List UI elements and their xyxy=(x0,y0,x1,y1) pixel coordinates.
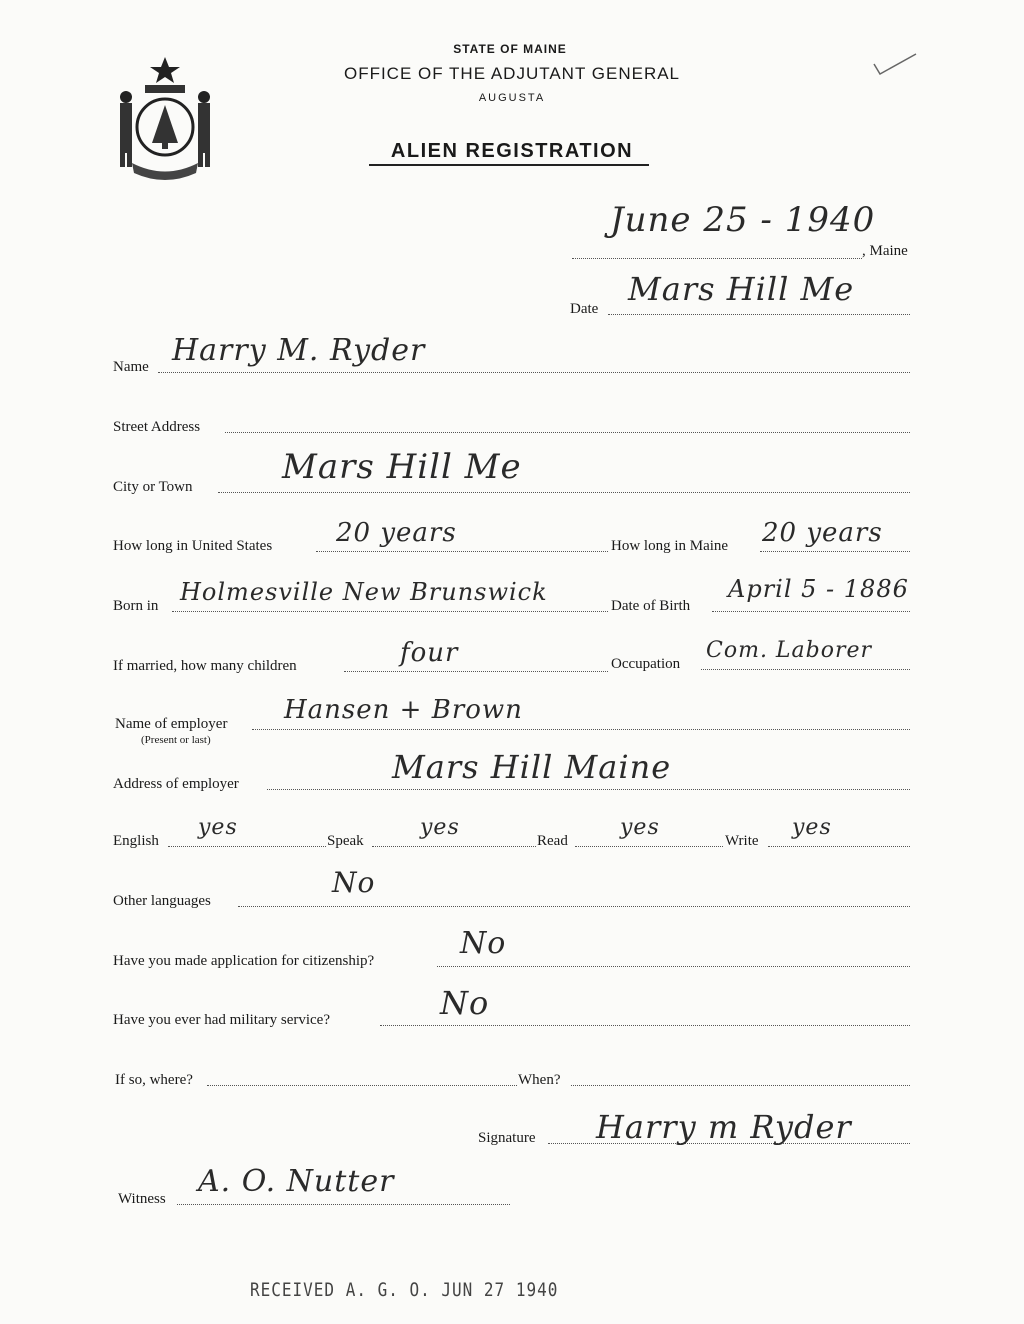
read-entry: yes xyxy=(620,815,660,840)
city-label: City or Town xyxy=(113,479,193,495)
children-dots xyxy=(344,671,608,672)
employer-label: Name of employer xyxy=(115,716,228,732)
other-languages-label: Other languages xyxy=(113,893,211,909)
english-entry: yes xyxy=(198,815,238,840)
occupation-entry: Com. Laborer xyxy=(706,638,873,663)
born-in-dots xyxy=(172,611,608,612)
received-stamp: RECEIVED A. G. O. JUN 27 1940 xyxy=(250,1278,559,1301)
name-dots xyxy=(158,372,910,373)
when-label: When? xyxy=(518,1072,561,1088)
read-label: Read xyxy=(537,833,568,849)
maine-label: , Maine xyxy=(862,243,908,259)
how-long-maine-entry: 20 years xyxy=(762,518,883,548)
place-dots xyxy=(608,314,910,315)
where-label: If so, where? xyxy=(115,1072,193,1088)
witness-label: Witness xyxy=(118,1191,166,1207)
employer-dots xyxy=(252,729,910,730)
other-languages-dots xyxy=(238,906,910,907)
military-entry: No xyxy=(440,984,490,1022)
checkmark-icon xyxy=(870,50,920,80)
employer-note: (Present or last) xyxy=(141,734,211,746)
header-city: AUGUSTA xyxy=(478,92,546,104)
signature-label: Signature xyxy=(478,1130,536,1146)
date-of-birth-dots xyxy=(712,611,910,612)
how-long-maine-label: How long in Maine xyxy=(611,538,729,554)
citizenship-label: Have you made application for citizenship? xyxy=(113,953,375,969)
write-dots xyxy=(768,846,910,847)
witness-entry: A. O. Nutter xyxy=(198,1164,395,1199)
date-of-birth-label: Date of Birth xyxy=(611,598,691,614)
citizenship-dots xyxy=(437,966,910,967)
speak-entry: yes xyxy=(420,815,460,840)
title-underline xyxy=(369,164,649,166)
employer-address-label: Address of employer xyxy=(113,776,239,792)
born-in-entry: Holmesville New Brunswick xyxy=(180,578,548,606)
occupation-dots xyxy=(701,669,910,670)
name-label: Name xyxy=(113,359,149,375)
name-entry: Harry M. Ryder xyxy=(172,333,426,368)
employer-entry: Hansen + Brown xyxy=(284,695,523,725)
city-entry: Mars Hill Me xyxy=(282,447,522,487)
how-long-us-entry: 20 years xyxy=(336,518,457,548)
speak-label: Speak xyxy=(327,833,364,849)
date-entry: June 25 - 1940 xyxy=(610,200,876,240)
employer-address-entry: Mars Hill Maine xyxy=(392,748,672,786)
english-label: English xyxy=(113,833,159,849)
write-entry: yes xyxy=(792,815,832,840)
read-dots xyxy=(575,846,723,847)
where-dots xyxy=(207,1085,517,1086)
how-long-maine-dots xyxy=(760,551,910,552)
header-office: OFFICE OF THE ADJUTANT GENERAL xyxy=(343,64,681,83)
place-entry: Mars Hill Me xyxy=(628,270,855,308)
citizenship-entry: No xyxy=(460,926,507,961)
other-languages-entry: No xyxy=(332,866,376,899)
date-dots xyxy=(572,258,862,259)
children-label: If married, how many children xyxy=(113,658,297,674)
occupation-label: Occupation xyxy=(611,656,681,672)
witness-dots xyxy=(177,1204,510,1205)
how-long-us-dots xyxy=(316,551,608,552)
signature-entry: Harry m Ryder xyxy=(596,1108,852,1146)
military-label: Have you ever had military service? xyxy=(113,1012,330,1028)
english-dots xyxy=(168,846,326,847)
header-state: STATE OF MAINE xyxy=(453,42,567,56)
write-label: Write xyxy=(725,833,759,849)
street-label: Street Address xyxy=(113,419,201,435)
employer-address-dots xyxy=(267,789,910,790)
military-dots xyxy=(380,1025,910,1026)
when-dots xyxy=(571,1085,910,1086)
speak-dots xyxy=(372,846,536,847)
city-dots xyxy=(218,492,910,493)
date-label: Date xyxy=(570,301,599,317)
form-title: ALIEN REGISTRATION xyxy=(390,140,634,162)
how-long-us-label: How long in United States xyxy=(113,538,273,554)
street-dots xyxy=(225,432,910,433)
born-in-label: Born in xyxy=(113,598,159,614)
date-of-birth-entry: April 5 - 1886 xyxy=(728,575,909,603)
children-entry: four xyxy=(400,638,459,668)
